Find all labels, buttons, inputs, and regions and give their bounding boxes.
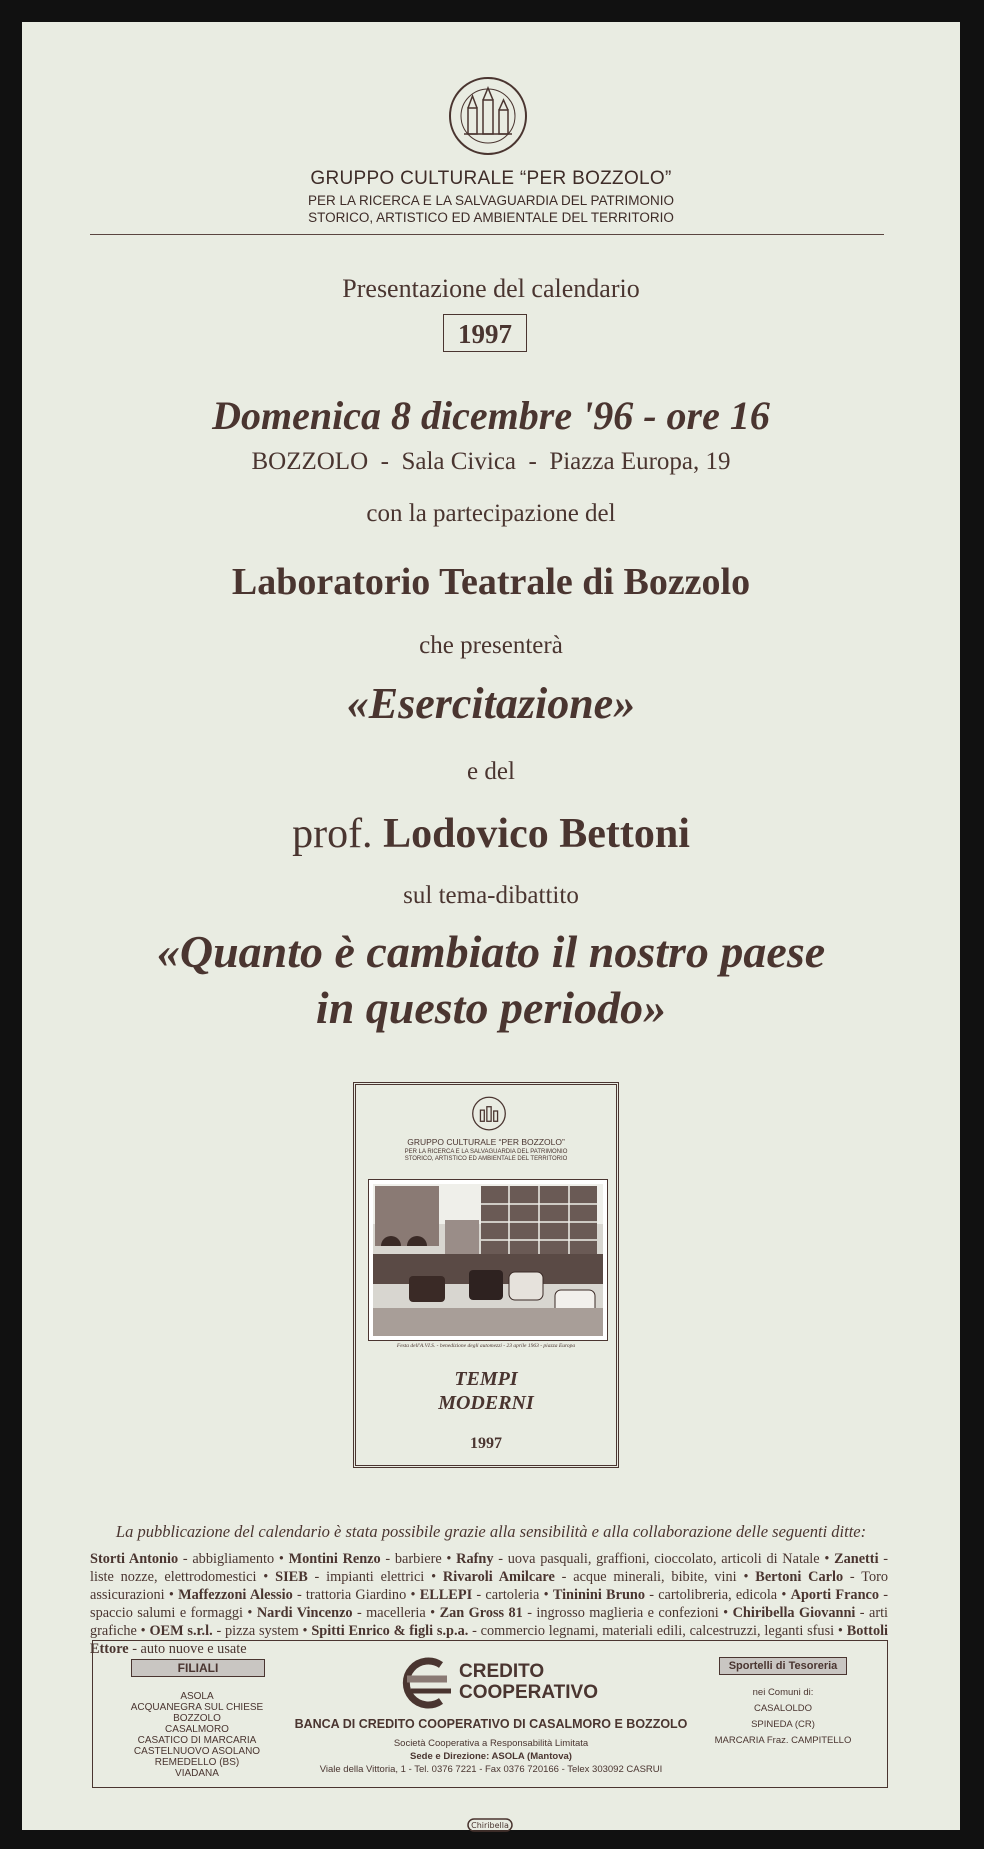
filiale-item: CASTELNUOVO ASOLANO xyxy=(133,1746,261,1757)
sponsor-name: Spitti Enrico & figli s.p.a. xyxy=(311,1623,469,1639)
sponsor-name: Maffezzoni Alessio xyxy=(178,1587,293,1603)
filiale-item: CASATICO DI MARCARIA xyxy=(137,1735,257,1746)
sponsor-name: Montini Renzo xyxy=(288,1551,381,1567)
org-subtitle-line1: PER LA RICERCA E LA SALVAGUARDIA DEL PATRIMONIO xyxy=(307,193,675,208)
bank-address: Viale della Vittoria, 1 - Tel. 0376 7221 - Fax 0376 720166 - Telex 303092 CASRUI xyxy=(319,1764,663,1775)
sponsor-item: Spitti Enrico & figli s.p.a. - commercio legnami, materiali edili, calcestruzzi, leganti sfusi xyxy=(311,1623,835,1639)
comuni-list xyxy=(693,1701,873,1749)
lab-name: Laboratorio Teatrale di Bozzolo xyxy=(231,561,751,603)
logo-line2: COOPERATIVO xyxy=(459,1682,598,1703)
org-name: GRUPPO CULTURALE “PER BOZZOLO” xyxy=(310,168,672,189)
theme-title-line1: «Quanto è cambiato il nostro paese xyxy=(156,926,826,977)
photo-caption: Festa dell'A.VI.S. - benedizione degli automezzi - 23 aprile 1963 - piazza Europa xyxy=(396,1343,576,1349)
play-title: «Esercitazione» xyxy=(346,679,636,728)
calendar-cover xyxy=(353,1082,619,1468)
filiale-item: ACQUANEGRA SUL CHIESE xyxy=(130,1702,264,1713)
credito-cooperativo-logo-icon xyxy=(393,1657,457,1709)
calendar-title xyxy=(356,1367,616,1415)
sponsor-item: Zan Gross 81 - ingrosso maglieria e confezioni xyxy=(439,1605,719,1621)
comune-item: SPINEDA (CR) xyxy=(751,1719,815,1730)
sponsor-name: OEM s.r.l. xyxy=(149,1623,213,1639)
org-subtitle-line2: STORICO, ARTISTICO ED AMBIENTALE DEL TERRITORIO xyxy=(308,210,674,225)
sponsor-item: Bertoni Carlo - Toro assicurazioni xyxy=(90,1569,889,1603)
sponsor-item: ELLEPI - cartoleria xyxy=(419,1587,540,1603)
sponsor-item: Rivaroli Amilcare - acque minerali, bibite, vini xyxy=(442,1569,737,1585)
year-box: 1997 xyxy=(443,314,527,352)
calendar-title2: MODERNI xyxy=(438,1392,534,1414)
event-date: Domenica 8 dicembre '96 - ore 16 xyxy=(212,393,770,438)
sponsor-name: Aporti Franco xyxy=(790,1587,880,1603)
filiale-item: ASOLA xyxy=(180,1691,214,1702)
presents-line: che presenterà xyxy=(419,632,563,659)
calendar-org-subtitle xyxy=(356,1149,616,1163)
speaker-name: Lodovico Bettoni xyxy=(383,811,690,857)
bank-details xyxy=(253,1737,729,1776)
filiale-item: BOZZOLO xyxy=(173,1713,221,1724)
calendar-title1: TEMPI xyxy=(454,1368,518,1390)
filiale-item: CASALMORO xyxy=(165,1724,229,1735)
sponsor-item: Storti Antonio - abbigliamento xyxy=(90,1551,275,1567)
sponsor-item: Montini Renzo - barbiere xyxy=(288,1551,442,1567)
theme-label: sul tema-dibattito xyxy=(403,882,579,909)
group-seal-icon xyxy=(446,60,530,160)
sponsor-item: Bottoli Ettore - auto nuove e usate xyxy=(90,1623,889,1657)
org-subtitle xyxy=(22,192,960,226)
header-divider xyxy=(90,234,884,235)
calendar-sub2: STORICO, ARTISTICO ED AMBIENTALE DEL TERRITORIO xyxy=(404,1156,568,1162)
sponsor-item: Aporti Franco - spaccio salumi e formaggi xyxy=(90,1587,889,1621)
logo-text xyxy=(459,1661,598,1703)
filiale-item: VIADANA xyxy=(175,1768,219,1779)
comune-item: CASALOLDO xyxy=(753,1703,813,1714)
filiale-item: REMEDELLO (BS) xyxy=(154,1757,240,1768)
bank-seat: Sede e Direzione: ASOLA (Mantova) xyxy=(410,1751,572,1762)
calendar-org-name: GRUPPO CULTURALE “PER BOZZOLO” xyxy=(407,1137,565,1147)
publication-note: La pubblicazione del calendario è stata possibile grazie alla sensibilità e alla collaborazione delle seguenti ditte: xyxy=(115,1522,867,1541)
sponsor-item: Tininini Bruno - cartolibreria, edicola xyxy=(552,1587,778,1603)
theme-title xyxy=(22,924,960,1036)
speaker xyxy=(22,810,960,858)
sponsor-name: Storti Antonio xyxy=(90,1551,179,1567)
sponsor-item: Zanetti - liste nozze, elettrodomestici xyxy=(90,1551,889,1585)
bank-name: BANCA DI CREDITO COOPERATIVO DI CASALMORO E BOZZOLO xyxy=(294,1717,688,1731)
sponsor-name: Rivaroli Amilcare xyxy=(442,1569,555,1585)
sponsor-item: OEM s.r.l. - pizza system xyxy=(149,1623,299,1639)
sponsor-item: Nardi Vincenzo - macelleria xyxy=(256,1605,426,1621)
speaker-prefix: prof. xyxy=(292,811,373,857)
sponsor-name: ELLEPI xyxy=(419,1587,473,1603)
calendar-seal-icon xyxy=(471,1089,507,1133)
sponsor-item: Maffezzoni Alessio - trattoria Giardino xyxy=(178,1587,407,1603)
sponsor-name: Chiribella Giovanni xyxy=(732,1605,856,1621)
tesoreria-list xyxy=(693,1685,873,1749)
participation-line: con la partecipazione del xyxy=(366,500,616,527)
sponsor-name: Bottoli Ettore xyxy=(90,1623,889,1657)
presentation-line: Presentazione del calendario xyxy=(342,274,640,303)
sponsor-name: Bertoni Carlo xyxy=(755,1569,844,1585)
printer-logo-icon xyxy=(466,1814,514,1836)
historic-photo xyxy=(368,1179,608,1341)
sponsor-name: Nardi Vincenzo xyxy=(256,1605,353,1621)
bank-box xyxy=(92,1640,888,1788)
comune-item: MARCARIA Fraz. CAMPITELLO xyxy=(714,1735,852,1746)
logo-line1: CREDITO xyxy=(459,1661,545,1682)
tesoreria-label: Sportelli di Tesoreria xyxy=(719,1657,847,1675)
theme-title-line2: in questo periodo» xyxy=(315,982,667,1033)
calendar-year: 1997 xyxy=(470,1435,502,1452)
sponsor-name: Zan Gross 81 xyxy=(439,1605,523,1621)
sponsor-name: Rafny xyxy=(456,1551,494,1567)
poster xyxy=(22,22,960,1830)
event-place: BOZZOLO - Sala Civica - Piazza Europa, 19 xyxy=(251,448,731,475)
sponsor-item: Chiribella Giovanni - arti grafiche xyxy=(90,1605,889,1639)
sponsor-name: Zanetti xyxy=(834,1551,879,1567)
and-of-line: e del xyxy=(467,758,515,785)
comuni-label: nei Comuni di: xyxy=(752,1687,814,1698)
sponsor-name: SIEB xyxy=(275,1569,308,1585)
sponsor-name: Tininini Bruno xyxy=(552,1587,645,1603)
sponsor-item: SIEB - impianti elettrici xyxy=(275,1569,425,1585)
calendar-sub1: PER LA RICERCA E LA SALVAGUARDIA DEL PATRIMONIO xyxy=(404,1149,568,1155)
filiali-label: FILIALI xyxy=(131,1659,265,1677)
sponsors-list: Storti Antonio - abbigliamento • Montini Renzo - barbiere • Rafny - uova pasquali, graffioni, cioccolato, articoli di Natale • Zanetti - liste nozze, elettrodomestici • SIEB - impianti elettrici • Rivaroli Amilcare - acque minerali, bibite, vini • Bertoni Carlo - Toro assicurazioni • Maffezzoni Alessio - trattoria Giardino • ELLEPI - cartoleria • Tininini Bruno - cartolibreria, edicola • Aporti Franco - spaccio salumi e formaggi • Nardi Vincenzo - macelleria • Zan Gross 81 - ingrosso maglieria e confezioni • Chiribella Giovanni - arti grafiche • OEM s.r.l. - pizza system • Spitti Enrico & figli s.p.a. - commercio legnami, materiali edili, calcestruzzi, leganti sfusi • Bottoli Ettore - auto nuove e usate xyxy=(90,1551,889,1657)
sponsor-item: Rafny - uova pasquali, graffioni, cioccolato, articoli di Natale xyxy=(456,1551,820,1567)
printer-mark: Chiribella xyxy=(471,1821,509,1830)
bank-type: Società Cooperativa a Responsabilità Limitata xyxy=(393,1738,589,1749)
